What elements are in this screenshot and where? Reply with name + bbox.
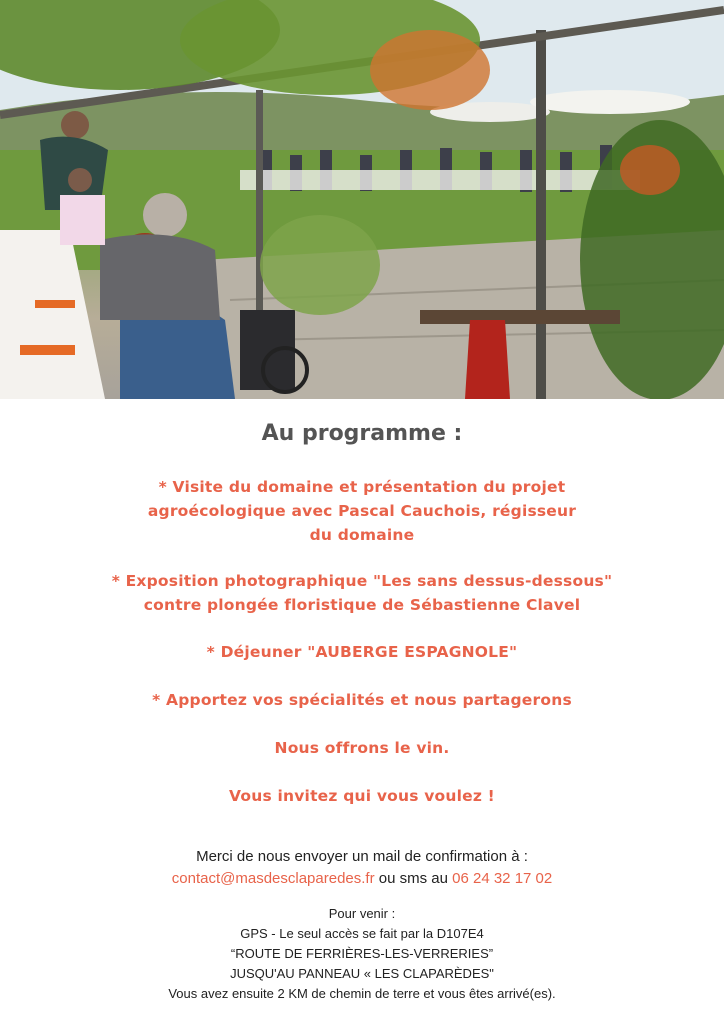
program-item-specialties: * Apportez vos spécialités et nous partagerons bbox=[152, 691, 572, 709]
garden-gathering-illustration bbox=[0, 0, 724, 399]
directions-title: Pour venir : bbox=[328, 906, 396, 921]
program-item-visit-line2 bbox=[0, 499, 724, 523]
visit-line2-suffix: , régisseur bbox=[480, 502, 577, 520]
directions-block bbox=[0, 904, 724, 1004]
contact-intro: Merci de nous envoyer un mail de confirmation à : bbox=[196, 848, 528, 865]
program-item-visit-line1: * Visite du domaine et présentation du projet bbox=[158, 478, 566, 496]
program-heading: Au programme : bbox=[261, 421, 463, 446]
directions-line4: Vous avez ensuite 2 KM de chemin de terre et vous êtes arrivé(es). bbox=[168, 986, 556, 1001]
directions-line2: “ROUTE DE FERRIÈRES-LES-VERRERIES” bbox=[230, 946, 494, 961]
host-name: Pascal Cauchois bbox=[338, 502, 481, 520]
visit-line2-text: agroécologique avec bbox=[147, 502, 339, 520]
directions-line1: GPS - Le seul accès se fait par la D107E4 bbox=[240, 926, 484, 941]
program-item-wine: Nous offrons le vin. bbox=[274, 739, 450, 757]
contact-middle-text: ou sms au bbox=[374, 870, 453, 887]
directions-line3: JUSQU'AU PANNEAU « LES CLAPARÈDES" bbox=[230, 966, 494, 981]
contact-phone[interactable]: 06 24 32 17 02 bbox=[452, 870, 553, 887]
program-item-lunch: * Déjeuner "AUBERGE ESPAGNOLE" bbox=[206, 643, 518, 661]
contact-line bbox=[0, 868, 724, 890]
program-item-visit-line3: du domaine bbox=[309, 526, 415, 544]
program-item-exhibition bbox=[0, 569, 724, 617]
artist-name: Sébastienne Clavel bbox=[409, 596, 581, 614]
contact-email-link[interactable]: contact@masdesclaparedes.fr bbox=[171, 870, 375, 887]
contact-block bbox=[0, 846, 724, 890]
program-item-exhibition-line2 bbox=[0, 593, 724, 617]
program-item-visit bbox=[0, 475, 724, 547]
exhibition-line2-text: contre plongée floristique de bbox=[143, 596, 410, 614]
program-item-invite: Vous invitez qui vous voulez ! bbox=[229, 787, 495, 805]
program-item-exhibition-line1: * Exposition photographique "Les sans dessus-dessous" bbox=[111, 572, 613, 590]
event-photo bbox=[0, 0, 724, 399]
